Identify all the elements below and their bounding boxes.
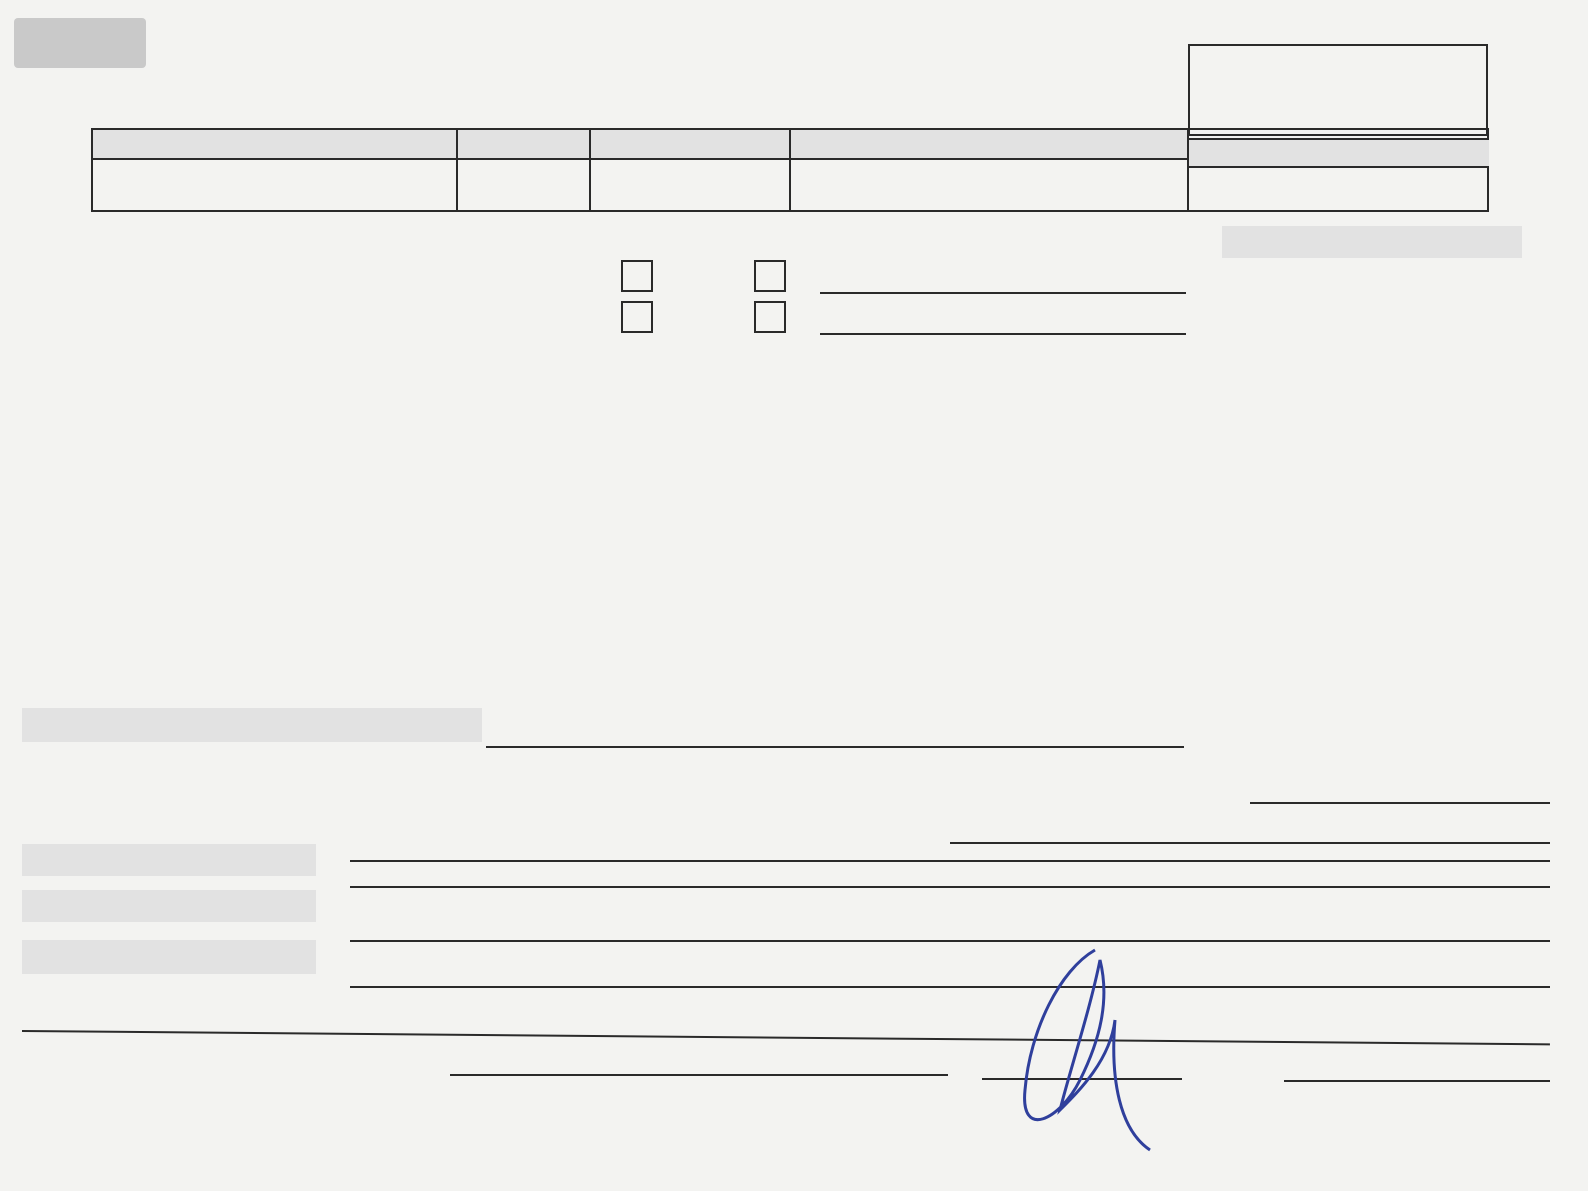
header-table [91,128,1489,212]
option-no-checkbox[interactable] [754,301,786,333]
option-yes-checkbox[interactable] [621,301,653,333]
signature-icon [1000,940,1170,1160]
komplekt-title [1222,226,1522,258]
option-no-checkbox[interactable] [754,260,786,292]
auto-number-box [1188,44,1488,136]
logo [14,18,146,68]
option-yes-checkbox[interactable] [621,260,653,292]
